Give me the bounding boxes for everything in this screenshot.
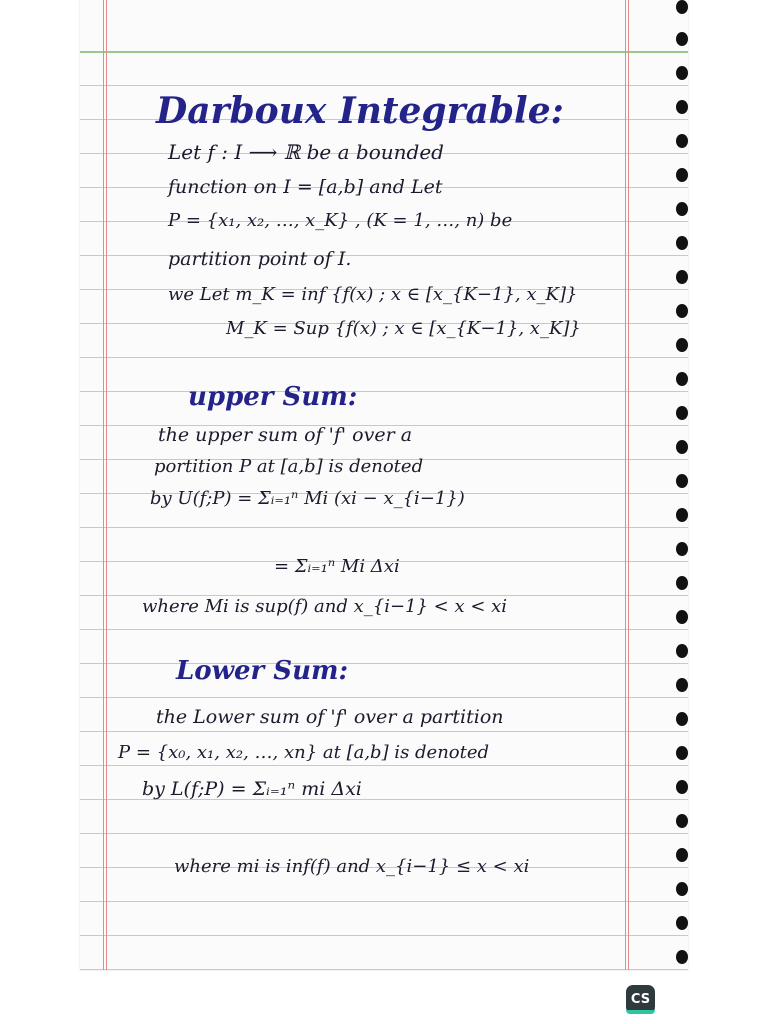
top-margin-line	[80, 51, 688, 53]
binder-hole	[676, 66, 688, 80]
binder-hole	[676, 406, 688, 420]
binder-hole	[676, 168, 688, 182]
binder-hole	[676, 270, 688, 284]
upper-sum-heading: upper Sum:	[188, 382, 358, 412]
binder-hole	[676, 610, 688, 624]
intro-line-1: Let f : I ⟶ ℝ be a bounded	[168, 140, 444, 164]
binder-hole	[676, 0, 688, 14]
page-title: Darboux Integrable:	[156, 90, 564, 132]
binder-hole	[676, 338, 688, 352]
upper-line-1: the upper sum of 'f' over a	[158, 424, 413, 446]
left-margin-line-inner	[106, 0, 107, 970]
binder-hole	[676, 916, 688, 930]
intro-line-6: M_K = Sup {f(x) ; x ∈ [x_{K−1}, x_K]}	[226, 318, 581, 339]
lower-line-3: by L(f;P) = Σᵢ₌₁ⁿ mi Δxi	[142, 778, 362, 800]
binder-holes	[672, 0, 692, 970]
binder-hole	[676, 202, 688, 216]
upper-line-5: where Mi is sup(f) and x_{i−1} < x < xi	[142, 596, 508, 617]
binder-hole	[676, 304, 688, 318]
binder-hole	[676, 236, 688, 250]
right-margin-line-inner	[628, 0, 629, 970]
binder-hole	[676, 712, 688, 726]
lower-line-4: where mi is inf(f) and x_{i−1} ≤ x < xi	[174, 856, 530, 877]
binder-hole	[676, 542, 688, 556]
binder-hole	[676, 134, 688, 148]
lower-sum-heading: Lower Sum:	[176, 656, 349, 686]
left-margin-line	[103, 0, 104, 970]
binder-hole	[676, 882, 688, 896]
binder-hole	[676, 746, 688, 760]
intro-line-2: function on I = [a,b] and Let	[168, 176, 443, 198]
binder-hole	[676, 644, 688, 658]
binder-hole	[676, 848, 688, 862]
binder-hole	[676, 678, 688, 692]
right-margin-line	[625, 0, 626, 970]
intro-line-4: partition point of I.	[168, 248, 352, 270]
upper-line-3: by U(f;P) = Σᵢ₌₁ⁿ Mi (xi − x_{i−1})	[150, 488, 465, 509]
binder-hole	[676, 814, 688, 828]
camscanner-logo: CS	[626, 985, 655, 1014]
upper-line-4: = Σᵢ₌₁ⁿ Mi Δxi	[274, 556, 400, 577]
lower-line-1: the Lower sum of 'f' over a partition	[156, 706, 504, 728]
intro-line-3: P = {x₁, x₂, …, x_K} , (K = 1, …, n) be	[168, 210, 513, 231]
binder-hole	[676, 508, 688, 522]
binder-hole	[676, 576, 688, 590]
binder-hole	[676, 780, 688, 794]
upper-line-2: portition P at [a,b] is denoted	[154, 456, 424, 477]
intro-line-5: we Let m_K = inf {f(x) ; x ∈ [x_{K−1}, x_K]}	[168, 284, 578, 305]
binder-hole	[676, 474, 688, 488]
binder-hole	[676, 372, 688, 386]
binder-hole	[676, 950, 688, 964]
binder-hole	[676, 440, 688, 454]
notebook-page	[80, 0, 688, 970]
lower-line-2: P = {x₀, x₁, x₂, …, xn} at [a,b] is denoted	[118, 742, 490, 763]
binder-hole	[676, 100, 688, 114]
binder-hole	[676, 32, 688, 46]
